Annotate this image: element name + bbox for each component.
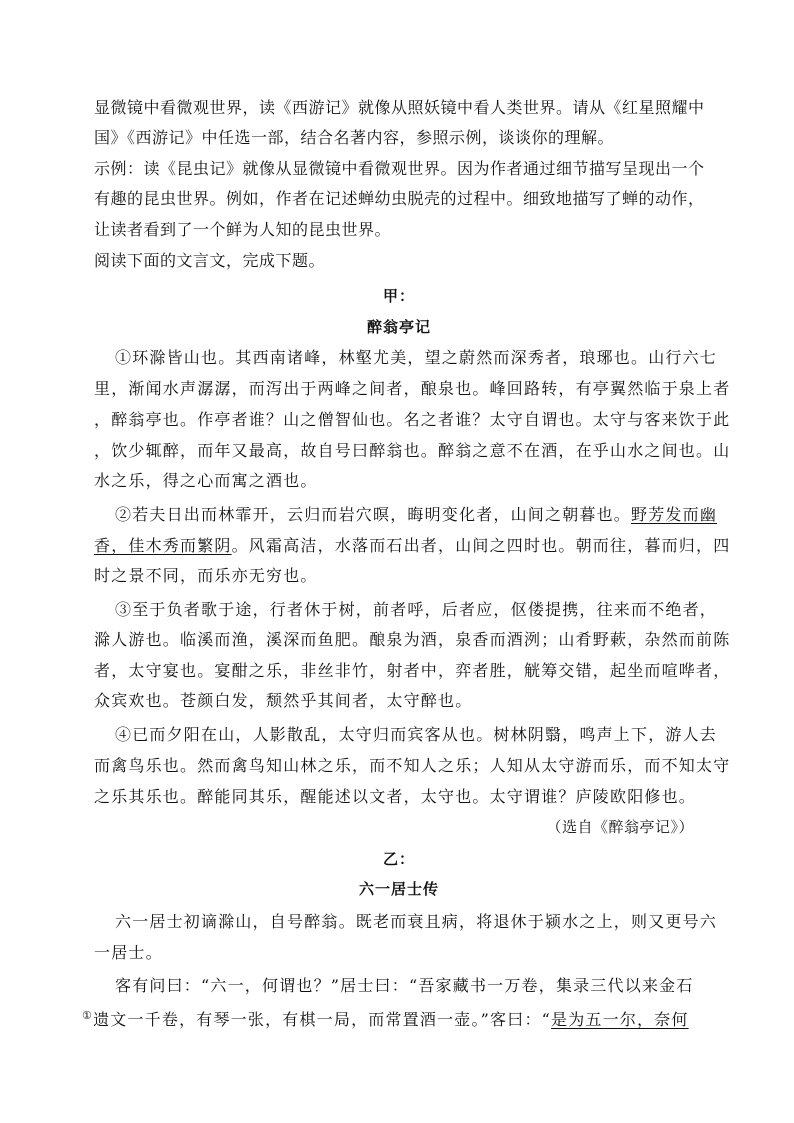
intro-line-4: 有趣的昆虫世界。例如，作者在记述蝉幼虫脱壳的过程中。细致地描写了蝉的动作， (94, 189, 705, 208)
yi-p2-line-1: 客有问曰：“六一，何谓也？”居士曰：“吾家藏书一万卷，集录三代以来金石 (115, 976, 694, 995)
jia-p1-line-5: 水之乐，得之心而寓之酒也。 (94, 471, 318, 490)
section-jia-title: 醉翁亭记 (366, 318, 431, 336)
jia-p2-underlined-text-2: 香，佳木秀而繁阴 (94, 536, 232, 555)
jia-p3-line-1: ③至于负者歌于途，行者休于树，前者呼，后者应，伛偻提携，往来而不绝者， (115, 600, 718, 619)
yi-p1-line-1: 六一居士初谪滁山，自号醉翁。既老而衰且病，将退休于颍水之上，则又更号六 (115, 912, 718, 931)
jia-p2-line-1 (115, 505, 718, 525)
jia-p3-line-3: 者，太守宴也。宴酣之乐，非丝非竹，射者中，弈者胜，觥筹交错，起坐而喧哗者， (94, 661, 731, 680)
jia-p4-line-1: ④已而夕阳在山，人影散乱，太守归而宾客从也。树林阴翳，鸣声上下，游人去 (115, 725, 718, 744)
intro-line-3: 示例：读《昆虫记》就像从显微镜中看微观世界。因为作者通过细节描写呈现出一个 (94, 159, 705, 178)
jia-source: （选自《醉翁亭记》） (546, 818, 694, 836)
jia-p1-line-1: ①环滁皆山也。其西南诸峰，林壑尤美，望之蔚然而深秀者，琅琊也。山行六七 (115, 348, 718, 367)
jia-p4-line-3: 之乐其乐也。醉能同其乐，醒能述以文者，太守也。太守谓谁？庐陵欧阳修也。 (94, 787, 697, 806)
jia-p1-line-3: ，醉翁亭也。作亭者谁？山之僧智仙也。名之者谁？太守自谓也。太守与客来饮于此 (94, 410, 731, 429)
intro-line-5: 让读者看到了一个鲜为人知的昆虫世界。 (94, 220, 392, 239)
section-jia-label: 甲： (382, 287, 415, 305)
jia-p2-underlined-text-1: 野芳发而幽 (631, 505, 718, 524)
jia-p2-line-2 (94, 536, 731, 556)
jia-p1-line-4: ，饮少辄醉，而年又最高，故自号曰醉翁也。醉翁之意不在酒，在乎山水之间也。山 (94, 441, 731, 460)
intro-line-2: 国》《西游记》中任选一部，结合名著内容，参照示例，谈谈你的理解。 (94, 128, 615, 147)
section-yi-title: 六一居士传 (358, 880, 439, 898)
jia-p2-line-3: 时之景不同，而乐亦无穷也。 (94, 566, 318, 585)
footnote-marker: ① (82, 1009, 94, 1022)
jia-p3-line-2: 滁人游也。临溪而渔，溪深而鱼肥。酿泉为酒，泉香而酒洌；山肴野蔌，杂然而前陈 (94, 630, 731, 649)
jia-p4-line-2: 而禽鸟乐也。然而禽鸟知山林之乐，而不知人之乐；人知从太守游而乐，而不知太守 (94, 756, 731, 775)
jia-p2-line-2-text: 。风霜高洁，水落而石出者，山间之四时也。朝而往，暮而归，四 (231, 536, 731, 555)
yi-p2-underlined-text: 是为五一尔，奈何 (551, 1010, 689, 1029)
yi-p2-line-2-text: 遗文一千卷，有琴一张，有棋一局，而常置酒一壶。”客曰：“ (93, 1010, 552, 1029)
yi-p1-line-2: 一居士。 (94, 943, 163, 962)
jia-p3-line-4: 众宾欢也。苍颜白发，颓然乎其间者，太守醉也。 (94, 691, 473, 710)
jia-p1-line-2: 里，渐闻水声潺潺，而泻出于两峰之间者，酿泉也。峰回路转，有亭翼然临于泉上者 (94, 379, 731, 398)
intro-line-6: 阅读下面的文言文，完成下题。 (94, 251, 326, 270)
section-yi-label: 乙： (382, 850, 415, 868)
jia-p2-line-1-text: ②若夫日出而林霏开，云归而岩穴暝，晦明变化者，山间之朝暮也。 (115, 505, 632, 524)
yi-p2-line-2 (82, 1006, 704, 1030)
intro-line-1: 显微镜中看微观世界，读《西游记》就像从照妖镜中看人类世界。请从《红星照耀中 (94, 98, 705, 117)
